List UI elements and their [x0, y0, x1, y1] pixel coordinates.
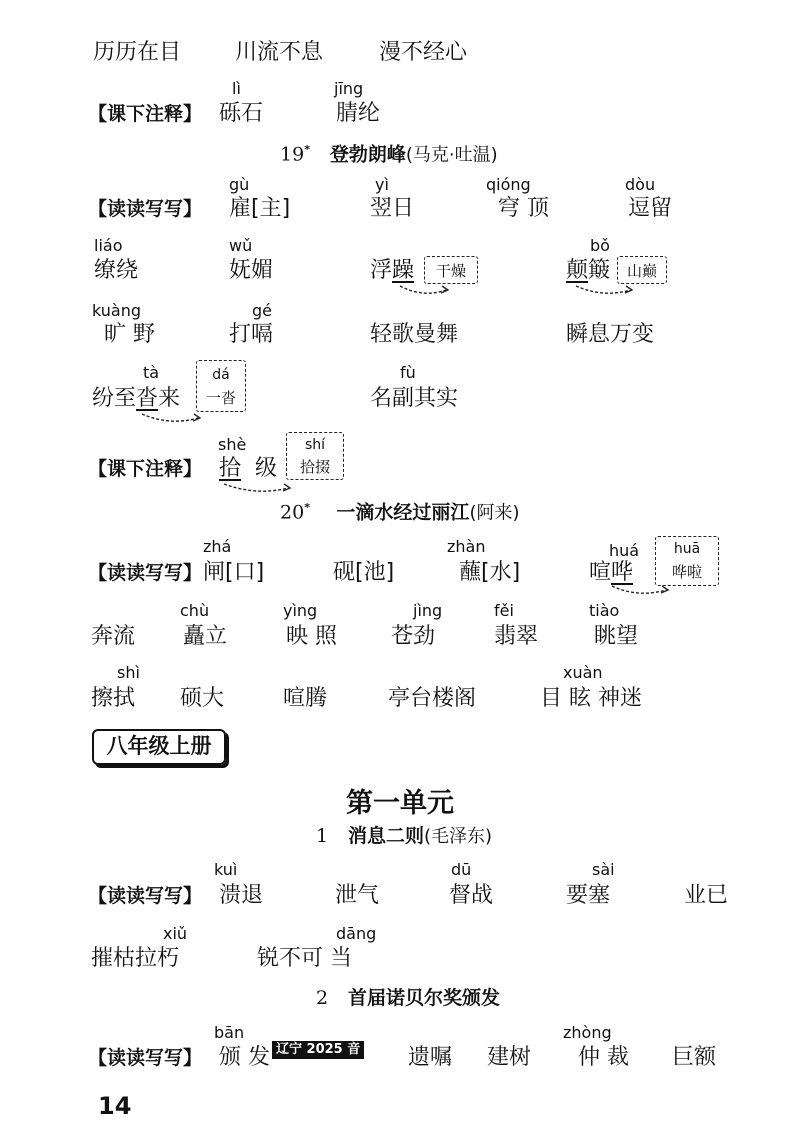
dashed-arrow-icon — [398, 284, 458, 298]
pinyin: bǒ — [590, 236, 610, 255]
pinyin: chù — [180, 601, 210, 620]
hint-text: 哗啦 — [671, 563, 702, 581]
pinyin: dū — [451, 860, 472, 879]
word: 瞬息万变 — [566, 322, 655, 347]
target-char: 沓 — [136, 386, 159, 411]
pinyin: xiǔ — [163, 924, 188, 943]
word: 泄气 — [335, 883, 380, 908]
section-label: 【课下注释】 — [88, 103, 203, 125]
word: 闸[口] — [203, 560, 265, 585]
word: 矗立 — [183, 624, 228, 649]
pinyin: wǔ — [229, 236, 253, 255]
word: 业已 — [684, 883, 729, 908]
word: 砾石 — [219, 101, 264, 126]
word: 历历在目 — [93, 40, 182, 65]
word: 督战 — [449, 883, 494, 908]
hint-text: 干燥 — [435, 262, 466, 280]
section-label: 【读读写写】 — [88, 198, 203, 220]
pinyin: kuàng — [92, 301, 142, 320]
word: 映 照 — [286, 624, 337, 649]
word: 苍劲 — [391, 624, 436, 649]
hint-box — [286, 432, 344, 480]
word: 硕大 — [180, 686, 225, 711]
hint-box — [196, 360, 246, 412]
pinyin: zhá — [203, 537, 232, 556]
pinyin: shì — [117, 663, 140, 682]
volume-label: 八年级上册 — [92, 729, 226, 765]
target-char: 颠 — [566, 258, 589, 283]
target-char: 拾 — [219, 456, 242, 481]
pinyin: dòu — [625, 175, 656, 194]
word — [370, 258, 414, 284]
hint-pinyin: shí — [304, 437, 326, 453]
watermark: 辽宁 2025 音 — [272, 1041, 364, 1059]
word: 目 眩 神迷 — [540, 686, 642, 711]
word: 妩媚 — [229, 258, 274, 283]
lesson-author: (马克·吐温) — [405, 144, 498, 166]
word-char: 来 — [158, 386, 181, 411]
lesson-title — [280, 496, 519, 525]
pinyin: qióng — [486, 175, 531, 194]
pinyin: tiào — [589, 601, 620, 620]
pinyin: lì — [232, 79, 241, 98]
section-label: 【读读写写】 — [88, 562, 203, 584]
word-char: 浮 — [370, 258, 393, 283]
lesson-number: 20 — [280, 501, 305, 524]
word: 擦拭 — [91, 686, 136, 711]
pinyin: zhàn — [447, 537, 486, 556]
hint-box — [424, 256, 478, 284]
word: 巨额 — [672, 1045, 717, 1070]
lesson-title — [280, 138, 498, 167]
word: 旷 野 — [104, 322, 155, 347]
target-char: 躁 — [392, 258, 415, 283]
word: 眺望 — [594, 624, 639, 649]
hint-text: 山巅 — [626, 262, 657, 280]
word: 颁 发 — [219, 1045, 270, 1070]
pinyin: jīng — [334, 79, 364, 98]
word — [589, 560, 633, 586]
word: 缭绕 — [94, 258, 139, 283]
lesson-title — [316, 824, 492, 849]
pinyin: jìng — [413, 601, 443, 620]
page-number: 14 — [98, 1092, 132, 1120]
word: 翌日 — [370, 196, 415, 221]
pinyin: dāng — [336, 924, 377, 943]
lesson-star: * — [304, 501, 310, 514]
word: 奔流 — [91, 624, 136, 649]
word: 名副其实 — [370, 386, 459, 411]
hint-pinyin: dá — [212, 367, 230, 383]
lesson-author: (毛泽东) — [423, 826, 493, 847]
word: 轻歌曼舞 — [370, 322, 459, 347]
word: 遗嘱 — [408, 1045, 453, 1070]
section-label: 【读读写写】 — [88, 885, 203, 907]
hint-box — [655, 536, 719, 586]
lesson-name: 消息二则 — [347, 825, 424, 847]
pinyin: gé — [252, 301, 272, 320]
lesson-star: * — [304, 143, 310, 156]
pinyin: xuàn — [563, 663, 603, 682]
word: 翡翠 — [494, 624, 539, 649]
lesson-number: 1 — [316, 825, 329, 847]
word — [92, 386, 180, 412]
word: 打嗝 — [229, 322, 274, 347]
lesson-number: 2 — [316, 987, 329, 1009]
unit-title: 第一单元 — [346, 788, 454, 819]
pinyin: fěi — [494, 601, 514, 620]
word: 蘸[水] — [459, 560, 521, 585]
word: 亭台楼阁 — [388, 686, 477, 711]
word-char: 簸 — [588, 258, 611, 283]
word-char: 喧 — [589, 560, 612, 585]
lesson-title — [316, 986, 500, 1010]
lesson-author: (阿来) — [469, 502, 520, 524]
hint-pinyin: huā — [673, 541, 701, 557]
word — [566, 258, 610, 284]
word: 腈纶 — [336, 101, 381, 126]
word: 锐不可 当 — [257, 946, 352, 971]
pinyin: liáo — [94, 236, 123, 255]
section-label: 【读读写写】 — [88, 1047, 203, 1069]
word: 仲 裁 — [578, 1045, 629, 1070]
dashed-arrow-icon — [610, 584, 680, 598]
lesson-name: 首届诺贝尔奖颁发 — [347, 987, 500, 1009]
pinyin: huá — [609, 541, 640, 560]
word: 摧枯拉朽 — [91, 946, 180, 971]
target-char: 哗 — [611, 560, 634, 585]
pinyin: sài — [592, 860, 615, 879]
word: 喧腾 — [283, 686, 328, 711]
pinyin: kuì — [214, 860, 238, 879]
pinyin: yì — [375, 175, 389, 194]
hint-text: 拾掇 — [299, 458, 330, 476]
word-char: 纷至 — [92, 386, 137, 411]
pinyin: yìng — [283, 601, 318, 620]
pinyin: bān — [214, 1023, 245, 1042]
section-label: 【课下注释】 — [88, 458, 203, 480]
pinyin: shè — [218, 435, 247, 454]
lesson-name: 登勃朗峰 — [329, 143, 406, 166]
word: 溃退 — [219, 883, 264, 908]
word: 砚[池] — [333, 560, 395, 585]
word: 逗留 — [628, 196, 673, 221]
lesson-name: 一滴水经过丽江 — [336, 501, 470, 524]
lesson-number: 19 — [280, 143, 305, 166]
hint-box — [617, 256, 667, 284]
pinyin: gù — [229, 175, 250, 194]
pinyin: tà — [143, 363, 160, 382]
pinyin: fù — [400, 363, 416, 382]
word: 穹 顶 — [498, 196, 549, 221]
dashed-arrow-icon — [140, 412, 210, 426]
word: 要塞 — [566, 883, 611, 908]
hint-text: 一沓 — [205, 389, 236, 407]
dashed-arrow-icon — [222, 482, 302, 496]
dashed-arrow-icon — [574, 284, 644, 298]
word: 漫不经心 — [379, 40, 468, 65]
word: 雇[主] — [229, 196, 291, 221]
word-char: 级 — [255, 456, 278, 481]
pinyin: zhòng — [563, 1023, 612, 1042]
word — [219, 456, 277, 482]
word: 建树 — [487, 1045, 532, 1070]
word: 川流不息 — [235, 40, 324, 65]
